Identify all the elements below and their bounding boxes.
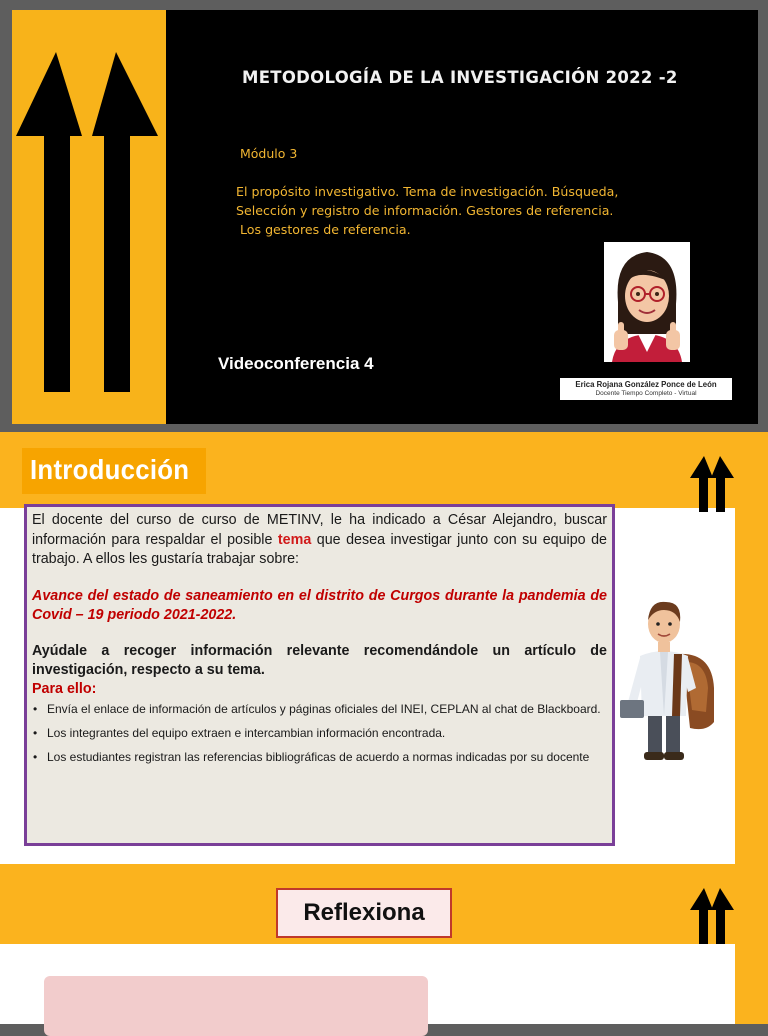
reflection-slide [0,864,768,1024]
teacher-name: Erica Rojana González Ponce de León [575,380,717,389]
task-instruction: Ayúdale a recoger información relevante recomendándole un artículo de investigación, respecto a su tema. [32,642,607,678]
steps-list [32,698,607,769]
intro-highlight: tema [277,531,312,548]
module-label: Módulo 3 [240,146,298,161]
teacher-avatar [604,242,690,362]
list-item [32,722,607,745]
double-up-arrow-icon [688,454,736,514]
list-item [32,746,607,769]
teacher-name-box [560,378,732,400]
teacher-role: Docente Tiempo Completo - Virtual [595,390,697,397]
course-title: METODOLOGÍA DE LA INVESTIGACIÓN 2022 -2 [242,68,678,87]
module-description [236,182,618,239]
session-label: Videoconferencia 4 [218,354,374,373]
bullet: • [33,701,38,716]
module-description-line: Selección y registro de información. Gestores de referencia. [236,203,614,218]
title-slide [0,0,768,432]
module-description-line: Los gestores de referencia. [236,222,411,237]
research-topic: Avance del estado de saneamiento en el distrito de Curgos durante la pandemia de Covid – 19 periodo 2021-2022. [32,587,607,623]
step-text: Los estudiantes registran las referencias bibliográficas de acuerdo a normas indicadas por su docente [47,749,590,764]
step-text: Los integrantes del equipo extraen e intercambian información encontrada. [47,725,446,740]
reflection-card [44,976,428,1036]
intro-paragraph [32,511,607,570]
avatar-illustration [604,242,690,362]
bullet: • [33,749,38,764]
reflection-heading: Reflexiona [276,888,452,938]
bullet: • [33,725,38,740]
activity-box [24,504,615,846]
intro-text: El docente del curso de curso de METINV, le ha indicado a César Alejandro, buscar información para respaldar el posible [32,512,607,548]
introduction-heading: Introducción [30,454,190,485]
introduction-slide [0,432,768,864]
double-up-arrow-icon [688,886,736,946]
student-illustration [614,592,724,764]
module-description-line: El propósito investigativo. Tema de investigación. Búsqueda, [236,184,619,199]
double-up-arrow-icon [12,52,162,392]
step-text: Envía el enlace de información de artículos y páginas oficiales del INEI, CEPLAN al chat de Blackboard. [47,701,601,716]
steps-heading: Para ello: [32,680,97,697]
intro-text-end: que desea investigar junto con su equipo de trabajo. A ellos les gustaría trabajar sobre: [32,531,607,567]
list-item [32,698,607,721]
